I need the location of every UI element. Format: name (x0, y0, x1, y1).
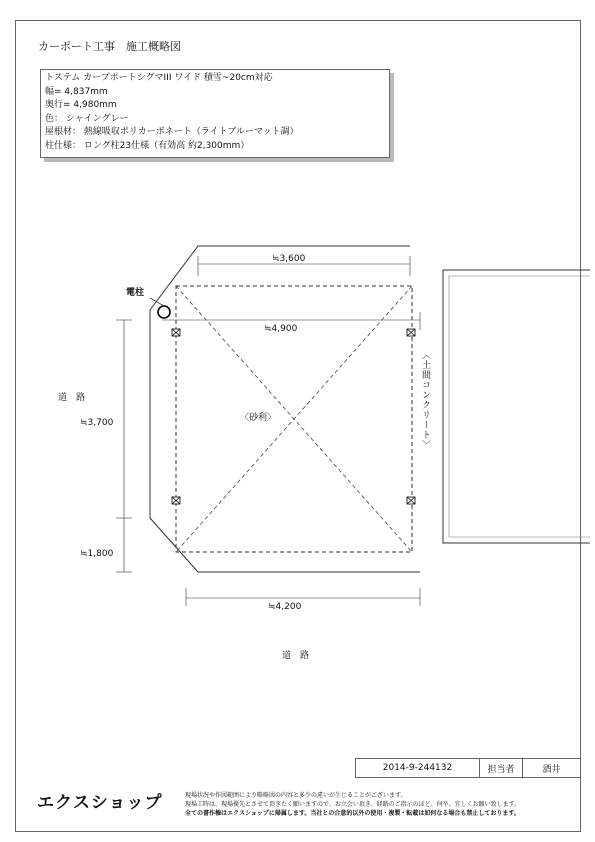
carport-post-markers (172, 329, 415, 504)
footer (15, 758, 581, 832)
dim-top-label: ≒3,600 (272, 254, 306, 264)
footer-note-1: 現場状況や作図範囲により略略図の内容と多少の違いが生じることがございます。 (185, 792, 407, 799)
page-title: カーポート工事 施工概略図 (38, 40, 181, 53)
spec-line-roof: 屋根材： 熱線吸収ポリカーボネート（ライトブルーマット調） (45, 127, 299, 137)
spec-line-pillar: 柱仕様： ロング柱23仕様（有効高 約2,300mm） (45, 140, 250, 151)
utility-pole-symbol (158, 306, 170, 318)
footer-note-2: 現場工時は、現場優先とさせて頂きたく願いますので、お立会い頂き、経路のご指示のほど、何卒、宜しくお願い致します。 (185, 801, 521, 808)
concrete-area-outline (443, 270, 590, 543)
footer-note-3: 全ての書作権はエクスショップに帰属します。当社との合意的以外の使用・複製・転載は如何なる場合も禁止しております。 (185, 810, 520, 817)
utility-pole-label: 電柱 (126, 288, 145, 298)
road-left-label: 道 路 (58, 393, 86, 403)
concrete-label: 〈土間コンクリート〉 (420, 350, 430, 450)
spec-line-product: トステム カーブポートシグマIII ワイド 積雪~20cm対応 (45, 73, 273, 83)
person-name: 酒井 (522, 758, 581, 778)
spec-line-width: 幅= 4,837mm (45, 86, 108, 97)
road-bottom-label: 道 路 (282, 651, 310, 661)
company-logo: エクスショップ (37, 793, 163, 813)
gravel-label: 〈砂利〉 (240, 413, 277, 423)
concrete-area-inner (449, 276, 590, 537)
utility-pole-leader (150, 298, 164, 306)
person-label: 担当者 (479, 758, 523, 778)
spec-line-depth: 奥行= 4,980mm (45, 100, 117, 110)
footer-notes (185, 791, 575, 818)
dim-mid-label: ≒4,900 (264, 324, 298, 334)
dim-bottom-label: ≒4,200 (268, 602, 302, 612)
dim-left-upper-label: ≒3,700 (80, 418, 114, 428)
doc-number: 2014-9-244132 (355, 758, 480, 778)
spec-line-color: 色： シャイングレー (45, 113, 129, 124)
dim-left-lower-label: ≒1,800 (80, 549, 114, 559)
